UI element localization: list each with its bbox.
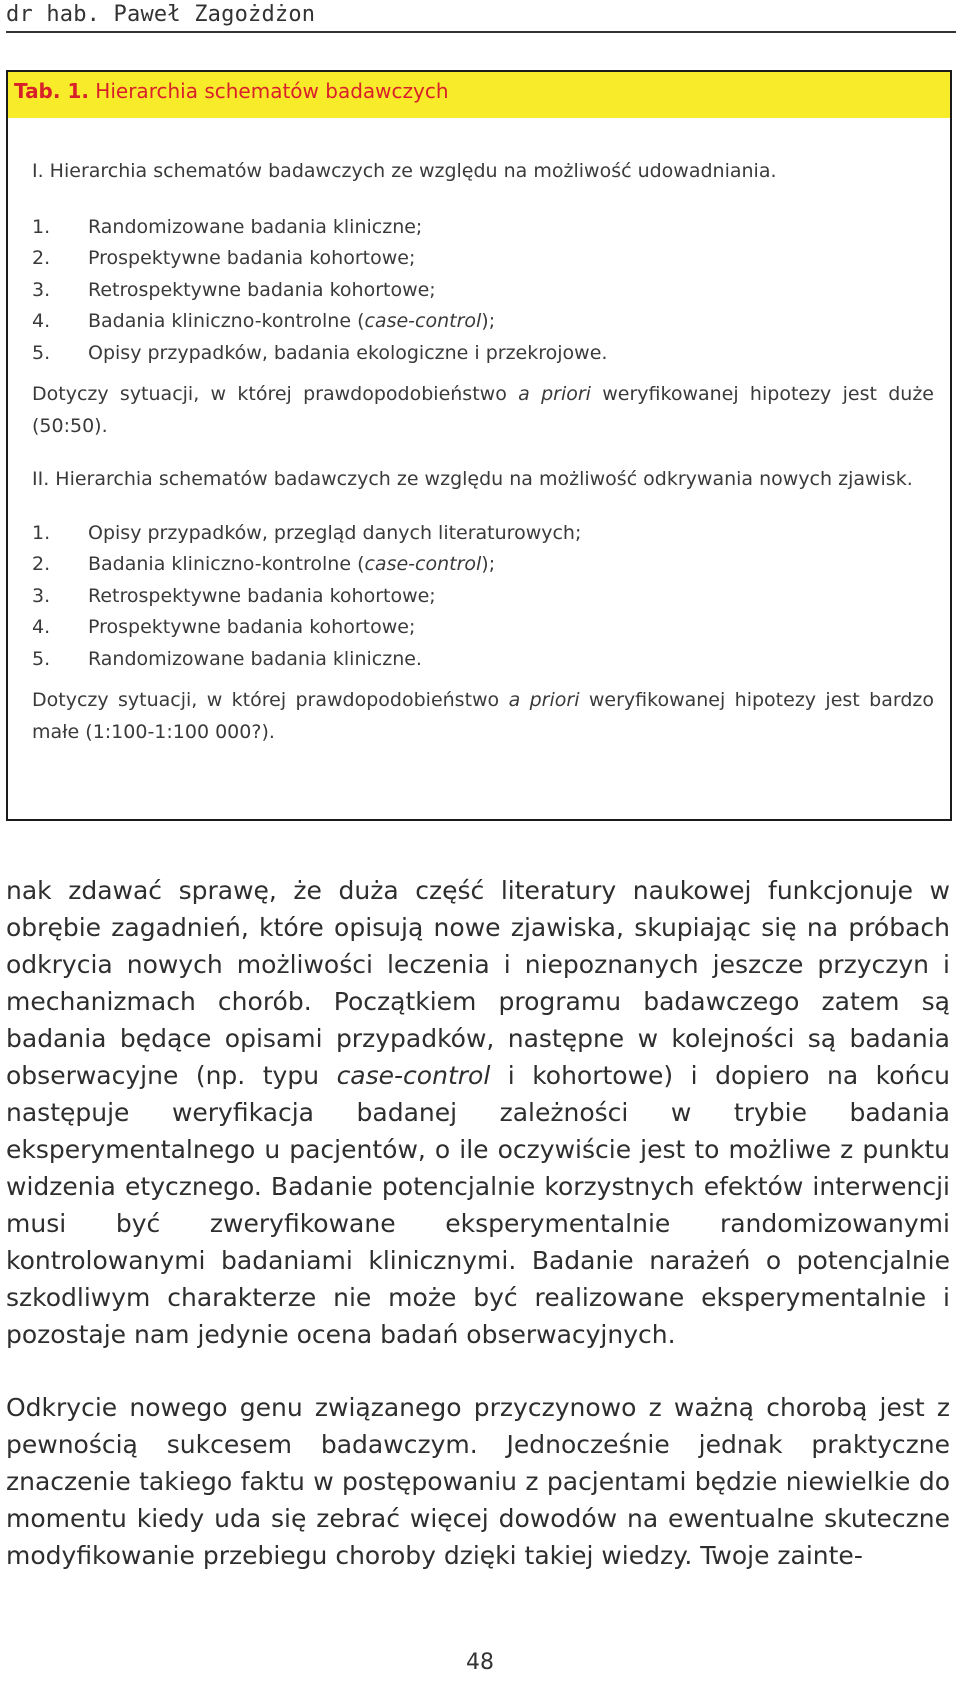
list-item (32, 306, 934, 338)
page-number: 48 (466, 1650, 494, 1675)
section-heading-proving: I. Hierarchia schematów badawczych ze względu na możliwość udowadniania. (32, 160, 777, 182)
list-item-number: 2. (32, 247, 51, 269)
note-discovery (32, 685, 934, 748)
note-proving (32, 379, 934, 442)
note-text-pre: Dotyczy sytuacji, w której prawdopodobieństwo (32, 383, 519, 405)
list-item-number: 4. (32, 616, 51, 638)
list-item (32, 581, 934, 613)
list-item-text (88, 549, 495, 581)
list-item-number: 1. (32, 215, 51, 238)
list-item-number: 5. (32, 341, 51, 364)
list-item (32, 243, 934, 275)
section-heading-discovery: II. Hierarchia schematów badawczych ze względu na możliwość odkrywania nowych zjawisk. (32, 468, 913, 490)
table-box (6, 70, 952, 821)
list-item-text: Opisy przypadków, badania ekologiczne i przekrojowe. (88, 341, 608, 364)
list-item-text-pre: Badania kliniczno-kontrolne ( (88, 310, 365, 332)
list-item-number: 4. (32, 310, 51, 332)
list-item-text: Randomizowane badania kliniczne; (88, 215, 423, 238)
list-item-number: 2. (32, 553, 51, 575)
list-item (32, 518, 934, 550)
list-item-text-post: ); (481, 553, 496, 575)
list-item-text (88, 306, 495, 338)
list-proving (32, 212, 934, 370)
table-caption-label: Tab. 1. (14, 79, 89, 103)
body-paragraph-1 (6, 872, 950, 1353)
body-text (6, 872, 950, 1574)
list-item-text: Prospektywne badania kohortowe; (88, 616, 416, 638)
note-text-italic: a priori (508, 689, 580, 711)
list-item-text: Retrospektywne badania kohortowe; (88, 584, 436, 607)
list-item (32, 212, 934, 244)
list-item-number: 5. (32, 647, 51, 670)
list-item-text-post: ); (481, 310, 496, 332)
list-item-text-pre: Badania kliniczno-kontrolne ( (88, 553, 365, 575)
body-paragraph-1-pre: nak zdawać sprawę, że duża część literatury naukowej funkcjonuje w obrębie zagadnień, które opisują nowe zjawiska, skupiając się na próbach odkrycia nowych możliwości leczenia i niepoznanych jeszcze przyczyn i mechanizmach chorób. Początkiem programu badawczego zatem są badania będące opisami przypadków, następne w kolejności są badania obserwacyjne (np. typu (6, 876, 950, 1090)
list-item-text: Randomizowane badania kliniczne. (88, 647, 422, 670)
list-item (32, 612, 934, 644)
list-item-number: 3. (32, 584, 51, 607)
list-discovery (32, 518, 934, 676)
list-item (32, 644, 934, 676)
list-item-text: Retrospektywne badania kohortowe; (88, 278, 436, 301)
list-item (32, 338, 934, 370)
note-text-post: weryfikowanej hipotezy jest duże (50:50). (32, 383, 934, 437)
table-caption-title: Hierarchia schematów badawczych (88, 79, 449, 103)
list-item-number: 3. (32, 278, 51, 301)
note-text-post: weryfikowanej hipotezy jest bardzo małe (1:100-1:100 000?). (32, 689, 934, 743)
body-paragraph-1-italic: case-control (336, 1061, 491, 1090)
body-paragraph-2: Odkrycie nowego genu związanego przyczynowo z ważną chorobą jest z pewnością sukcesem badawczym. Jednocześnie jednak praktyczne znaczenie takiego faktu w postępowaniu z pacjentami będzie niewielkie do momentu kiedy uda się zebrać więcej dowodów na ewentualne skuteczne modyfikowanie przebiegu choroby dzięki takiej wiedzy. Twoje zainte- (6, 1393, 950, 1570)
list-item-text: Prospektywne badania kohortowe; (88, 247, 416, 269)
table-content (32, 156, 934, 748)
list-item-number: 1. (32, 521, 51, 544)
list-item-text: Opisy przypadków, przegląd danych literaturowych; (88, 521, 582, 544)
list-item (32, 549, 934, 581)
list-item-text-italic: case-control (364, 553, 482, 575)
table-caption (8, 72, 950, 118)
body-paragraph-1-post: i kohortowe) i dopiero na końcu następuje weryfikacja badanej zależności w trybie badania eksperymentalnego u pacjentów, o ile oczywiście jest to możliwe z punktu widzenia etycznego. Badanie potencjalnie korzystnych efektów interwencji musi być zweryfikowane eksperymentalnie randomizowanymi kontrolowanymi badaniami klinicznymi. Badanie narażeń o potencjalnie szkodliwym charakterze nie może być realizowane eksperymentalnie i pozostaje nam jedynie ocena badań obserwacyjnych. (6, 1061, 950, 1349)
running-header-author: dr hab. Paweł Zagożdżon (6, 2, 316, 27)
note-text-pre: Dotyczy sytuacji, w której prawdopodobieństwo (32, 689, 509, 711)
header-rule (6, 31, 956, 33)
note-text-italic: a priori (518, 383, 591, 405)
list-item (32, 275, 934, 307)
list-item-text-italic: case-control (364, 310, 482, 332)
